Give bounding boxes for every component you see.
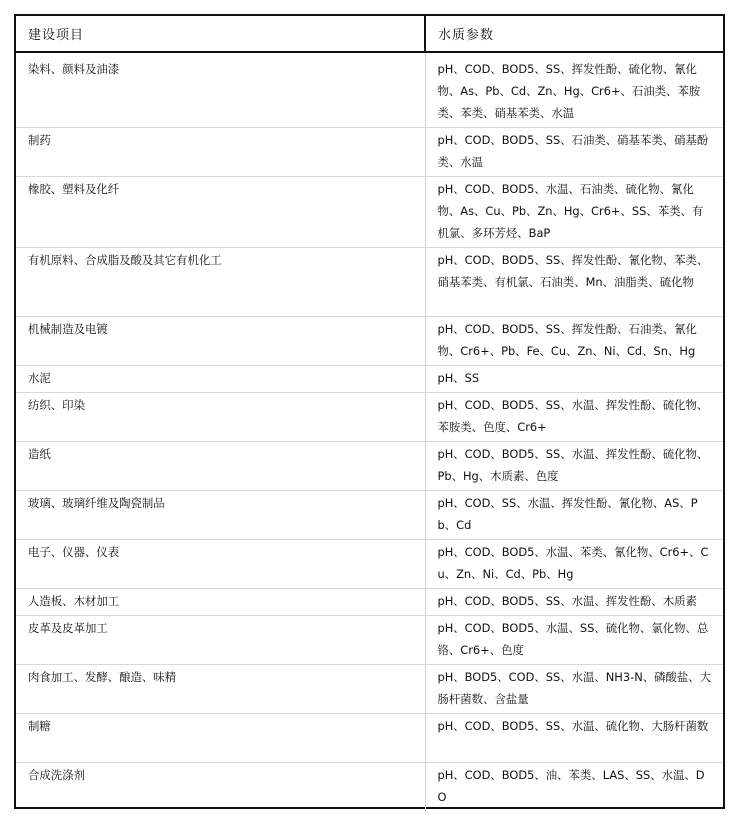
project-cell: 皮革及皮革加工 bbox=[16, 616, 425, 665]
params-cell: pH、COD、BOD5、水温、苯类、氰化物、Cr6+、Cu、Zn、Ni、Cd、Pb、Hg bbox=[425, 540, 723, 589]
project-cell: 造纸 bbox=[16, 442, 425, 491]
table-row bbox=[16, 665, 723, 714]
project-cell: 机械制造及电镀 bbox=[16, 317, 425, 366]
params-cell: pH、COD、BOD5、油、苯类、LAS、SS、水温、DO bbox=[425, 763, 723, 812]
params-cell: pH、COD、BOD5、SS、水温、挥发性酚、硫化物、苯胺类、色度、Cr6+ bbox=[425, 393, 723, 442]
project-cell: 制药 bbox=[16, 128, 425, 177]
table-row bbox=[16, 442, 723, 491]
project-cell: 橡胶、塑料及化纤 bbox=[16, 177, 425, 248]
params-cell: pH、COD、BOD5、SS、水温、硫化物、大肠杆菌数 bbox=[425, 714, 723, 763]
project-cell: 制糖 bbox=[16, 714, 425, 763]
table-row bbox=[16, 714, 723, 763]
params-cell: pH、BOD5、COD、SS、水温、NH3-N、磷酸盐、大肠杆菌数、含盐量 bbox=[425, 665, 723, 714]
table-row bbox=[16, 177, 723, 248]
params-cell: pH、COD、BOD5、水温、石油类、硫化物、氰化物、As、Cu、Pb、Zn、Hg、Cr6+、SS、苯类、有机氯、多环芳烃、BaP bbox=[425, 177, 723, 248]
project-cell: 水泥 bbox=[16, 366, 425, 393]
project-cell: 纺织、印染 bbox=[16, 393, 425, 442]
project-cell: 电子、仪器、仪表 bbox=[16, 540, 425, 589]
table-row bbox=[16, 540, 723, 589]
table-row bbox=[16, 57, 723, 128]
table-row bbox=[16, 248, 723, 317]
table-row bbox=[16, 128, 723, 177]
table-row bbox=[16, 491, 723, 540]
table-row bbox=[16, 366, 723, 393]
params-cell: pH、COD、BOD5、SS、水温、挥发性酚、木质素 bbox=[425, 589, 723, 616]
params-cell: pH、COD、BOD5、水温、SS、硫化物、氯化物、总铬、Cr6+、色度 bbox=[425, 616, 723, 665]
project-cell: 有机原料、合成脂及酸及其它有机化工 bbox=[16, 248, 425, 317]
header-params: 水质参数 bbox=[425, 16, 723, 52]
water-quality-table-container bbox=[14, 14, 725, 809]
table-row bbox=[16, 589, 723, 616]
header-project: 建设项目 bbox=[16, 16, 425, 52]
params-cell: pH、COD、BOD5、SS、水温、挥发性酚、硫化物、Pb、Hg、木质素、色度 bbox=[425, 442, 723, 491]
project-cell: 合成洗涤剂 bbox=[16, 763, 425, 812]
water-quality-table bbox=[16, 16, 723, 812]
params-cell: pH、COD、BOD5、SS、石油类、硝基苯类、硝基酚类、水温 bbox=[425, 128, 723, 177]
project-cell: 肉食加工、发酵、酿造、味精 bbox=[16, 665, 425, 714]
params-cell: pH、COD、BOD5、SS、挥发性酚、氰化物、苯类、硝基苯类、有机氯、石油类、Mn、油脂类、硫化物 bbox=[425, 248, 723, 317]
params-cell: pH、SS bbox=[425, 366, 723, 393]
table-row bbox=[16, 763, 723, 812]
table-row bbox=[16, 317, 723, 366]
project-cell: 人造板、木材加工 bbox=[16, 589, 425, 616]
params-cell: pH、COD、BOD5、SS、挥发性酚、石油类、氰化物、Cr6+、Pb、Fe、Cu、Zn、Ni、Cd、Sn、Hg bbox=[425, 317, 723, 366]
table-row bbox=[16, 393, 723, 442]
table-body bbox=[16, 52, 723, 812]
table-header-row bbox=[16, 16, 723, 52]
params-cell: pH、COD、SS、水温、挥发性酚、氰化物、AS、Pb、Cd bbox=[425, 491, 723, 540]
table-row bbox=[16, 616, 723, 665]
project-cell: 玻璃、玻璃纤维及陶瓷制品 bbox=[16, 491, 425, 540]
project-cell: 染料、颜料及油漆 bbox=[16, 57, 425, 128]
params-cell: pH、COD、BOD5、SS、挥发性酚、硫化物、氰化物、As、Pb、Cd、Zn、Hg、Cr6+、石油类、苯胺类、苯类、硝基苯类、水温 bbox=[437, 62, 701, 120]
